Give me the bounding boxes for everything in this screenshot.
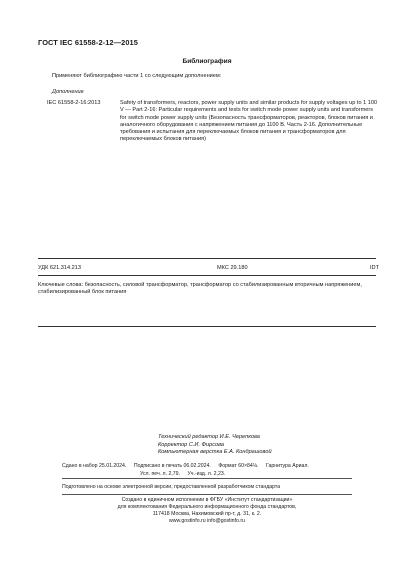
bibliography-title: Библиография <box>182 58 232 65</box>
footer-line-4: www.gostinfo.ru info@gostinfo.ru <box>169 518 245 524</box>
divider-middle <box>38 275 376 276</box>
print-info <box>62 463 309 478</box>
standard-header: ГОСТ IEC 61558-2-12—2015 <box>38 38 138 47</box>
divider-bottom <box>38 326 376 327</box>
print-date-typeset: Сдано в набор 25.01.2024. <box>62 463 127 469</box>
mks-code: МКС 29.180 <box>217 265 248 271</box>
reference-text: Safety of transformers, reactors, power supply units and similar products for supply voltages up to 1 100 V — Part 2-16: Particular requirements and tests for switch mode power supply units and transformers for switch mode power supply units (Безопасность трансформаторов, реакторов, блоков питания и аналогичного оборудования с напряжением питания до 1100 В. Часть 2-16. Дополнительные требования и испытания для переключаемых блоков питания и трансформаторов для переключаемых блоков питания) <box>120 100 378 143</box>
print-sheets: Усл. печ. л. 2,79. <box>140 470 181 477</box>
footer-line-2: для комплектования Федерального информационного фонда стандартов, <box>117 504 297 510</box>
keywords: Ключевые слова: безопасность, силовой трансформатор, трансформатор со стабилизированным вторичным напряжением, стабилизированный блок питания <box>38 282 362 296</box>
divider-top <box>38 258 376 259</box>
addition-label: Дополнение <box>52 89 84 95</box>
credit-technical-editor: Технический редактор И.Е. Черепкова <box>158 434 260 440</box>
bibliography-intro: Применяют библиографию части 1 со следующим дополнением: <box>52 73 222 79</box>
prepared-note: Подготовлено на основе электронной версии, предоставленной разработчиком стандарта <box>62 484 281 490</box>
footer-line-3: 117418 Москва, Нахимовский пр-т, д. 31, к. 2. <box>152 511 262 517</box>
print-info-line-1 <box>62 463 309 471</box>
udk-code: УДК 621.314.213 <box>38 265 82 271</box>
print-publisher-sheets: Уч.-изд. л. 2,23. <box>187 470 226 477</box>
print-date-signed: Подписано в печать 06.02.2024. <box>133 463 211 469</box>
reference-code: IEC 61558-2-16:2013 <box>47 100 101 106</box>
footer-divider-1 <box>62 478 352 479</box>
publisher-footer <box>0 497 414 525</box>
editorial-credits <box>158 434 272 457</box>
footer-divider-2 <box>62 494 352 495</box>
print-typeface: Гарнитура Ариал. <box>266 463 309 469</box>
credit-proofreader: Корректор С.И. Фирсова <box>158 441 225 448</box>
print-format: Формат 60×84⅛. <box>218 463 259 469</box>
footer-line-1: Создано в единичном исполнении в ФГБУ «Институт стандартизации» <box>121 497 293 503</box>
credit-layout: Компьютерная верстка Е.А. Кондрашовой <box>158 449 272 456</box>
idt-label: IDT <box>370 265 380 271</box>
